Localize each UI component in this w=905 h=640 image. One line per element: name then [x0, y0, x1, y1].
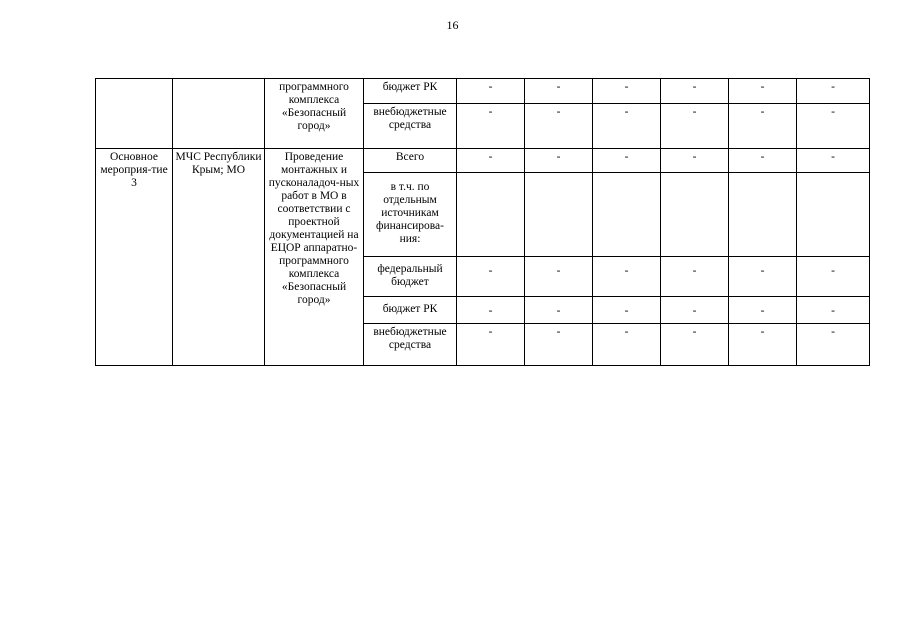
description-cell: программного комплекса «Безопасный город»	[265, 79, 364, 149]
value-cell: -	[797, 104, 870, 149]
value-cell: -	[729, 324, 797, 366]
value-cell: -	[661, 149, 729, 173]
value-cell	[457, 173, 525, 257]
value-cell: -	[593, 324, 661, 366]
value-cell: -	[457, 324, 525, 366]
empty-cell	[96, 79, 173, 149]
source-cell: Всего	[364, 149, 457, 173]
value-cell: -	[797, 257, 870, 297]
source-cell: федеральный бюджет	[364, 257, 457, 297]
activity-name-cell: Основное мероприя-тие 3	[96, 149, 173, 366]
value-cell: -	[525, 79, 593, 104]
table-row	[96, 149, 870, 173]
value-cell: -	[525, 149, 593, 173]
value-cell: -	[593, 297, 661, 324]
source-cell: в т.ч. по отдельным источникам финансирова-ния:	[364, 173, 457, 257]
value-cell: -	[661, 79, 729, 104]
value-cell: -	[593, 257, 661, 297]
value-cell	[593, 173, 661, 257]
value-cell: -	[457, 149, 525, 173]
value-cell: -	[593, 104, 661, 149]
source-cell: внебюджетные средства	[364, 104, 457, 149]
value-cell: -	[593, 149, 661, 173]
value-cell: -	[661, 324, 729, 366]
value-cell: -	[525, 104, 593, 149]
value-cell: -	[457, 79, 525, 104]
page-number: 16	[446, 18, 459, 32]
value-cell: -	[797, 149, 870, 173]
value-cell: -	[457, 104, 525, 149]
value-cell	[661, 173, 729, 257]
value-cell: -	[729, 297, 797, 324]
value-cell: -	[797, 324, 870, 366]
value-cell	[729, 173, 797, 257]
value-cell: -	[661, 297, 729, 324]
value-cell	[797, 173, 870, 257]
description-cell: Проведение монтажных и пусконаладоч-ных работ в МО в соответствии с проектной документацией на ЕЦОР аппаратно-программного комплекса «Безопасный город»	[265, 149, 364, 366]
value-cell: -	[729, 104, 797, 149]
value-cell: -	[457, 257, 525, 297]
value-cell: -	[729, 257, 797, 297]
value-cell: -	[729, 79, 797, 104]
value-cell: -	[457, 297, 525, 324]
source-cell: внебюджетные средства	[364, 324, 457, 366]
value-cell: -	[593, 79, 661, 104]
value-cell: -	[797, 79, 870, 104]
source-cell: бюджет РК	[364, 297, 457, 324]
value-cell: -	[729, 149, 797, 173]
value-cell: -	[661, 257, 729, 297]
executor-cell: МЧС Республики Крым; МО	[173, 149, 265, 366]
value-cell: -	[525, 324, 593, 366]
value-cell: -	[661, 104, 729, 149]
budget-table	[95, 78, 870, 366]
value-cell: -	[525, 257, 593, 297]
value-cell: -	[797, 297, 870, 324]
table-row	[96, 79, 870, 104]
value-cell	[525, 173, 593, 257]
value-cell: -	[525, 297, 593, 324]
source-cell: бюджет РК	[364, 79, 457, 104]
empty-cell	[173, 79, 265, 149]
